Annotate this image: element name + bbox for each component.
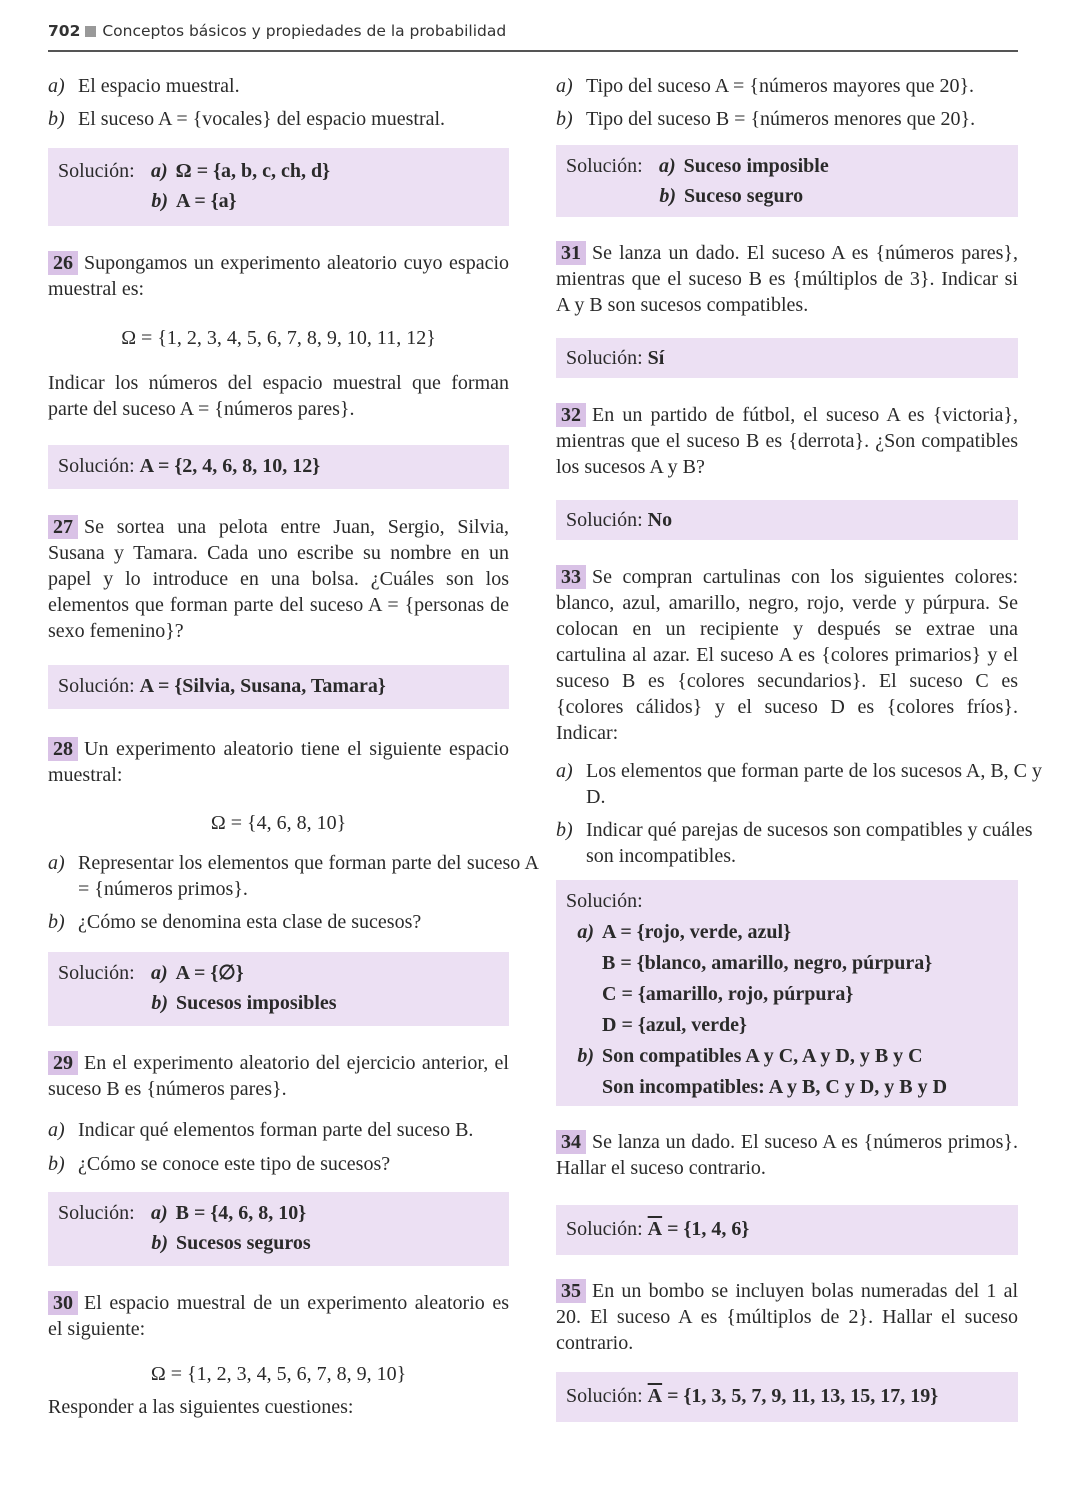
exercise-32: 32 En un partido de fútbol, el suceso A es {victoria}, mientras que el suceso B es {derrota}. ¿Son compatibles los sucesos A y B?: [556, 404, 1018, 478]
list-item: a) El espacio muestral.: [48, 75, 240, 97]
list-item: b) ¿Cómo se conoce este tipo de sucesos?: [48, 1153, 391, 1175]
solution-box: Solución: a) Suceso imposible b) Suceso seguro: [556, 145, 1018, 217]
exercise-number: 31: [556, 241, 586, 265]
solution-box: Solución: a) B = {4, 6, 8, 10} b) Sucesos seguros: [48, 1192, 509, 1266]
exercise-27: 27 Se sortea una pelota entre Juan, Sergio, Silvia, Susana y Tamara. Cada uno escribe su nombre en un papel y lo introduce en una bolsa. ¿Cuáles son los elementos que forman parte del suceso A = {personas de sexo femenino}?: [48, 516, 509, 642]
formula: Ω = {1, 2, 3, 4, 5, 6, 7, 8, 9, 10, 11, 12}: [121, 327, 436, 349]
exercise-number: 28: [48, 737, 78, 761]
complement-A: $\overline{A}$: [647, 1385, 663, 1407]
solution-box: Solución: a) A = {∅} b) Sucesos imposibles: [48, 952, 509, 1026]
list-item: a) Tipo del suceso A = {números mayores que 20}.: [556, 75, 975, 97]
solution-box: Solución: a) A = {rojo, verde, azul} B = {blanco, amarillo, negro, púrpura} C = {amarillo, rojo, púrpura} D = {azul, verde} b) Son compatibles A y C, A y D, y B y C Son incompatibles: A y B, C y D, y B y D: [556, 880, 1018, 1106]
exercise-text: Indicar los números del espacio muestral que forman parte del suceso A = {números pares}.: [48, 372, 509, 420]
exercise-number: 29: [48, 1051, 78, 1075]
chapter-title: Conceptos básicos y propiedades de la probabilidad: [102, 22, 507, 40]
exercise-number: 27: [48, 515, 78, 539]
exercise-31: 31 Se lanza un dado. El suceso A es {números pares}, mientras que el suceso B es {múltiplos de 3}. Indicar si A y B son sucesos compatibles.: [556, 242, 1018, 316]
solution-box: Solución: Sí: [556, 338, 1018, 378]
exercise-33: 33 Se compran cartulinas con los siguientes colores: blanco, azul, amarillo, negro, rojo, verde y púrpura. Se colocan en un recipiente y después se extrae una cartulina al azar. El suceso A es {colores primarios} y el suceso B es {colores secundarios}. El suceso C es {colores cálidos} y el suceso D es {colores fríos}. Indicar:: [556, 566, 1018, 744]
page-header: [48, 22, 1018, 52]
solution-box: Solución: A = {Silvia, Susana, Tamara}: [48, 665, 509, 709]
page-number: 702: [48, 22, 81, 40]
list-item: b) Indicar qué parejas de sucesos son compatibles y cuáles son incompatibles.: [556, 819, 1033, 867]
exercise-number: 34: [556, 1130, 586, 1154]
solution-box: Solución: $\overline{A} = \{1$, 4, 6}: [556, 1205, 1018, 1255]
exercise-29: 29 En el experimento aleatorio del ejercicio anterior, el suceso B es {números pares}.: [48, 1052, 509, 1100]
exercise-30: 30 El espacio muestral de un experimento aleatorio es el siguiente:: [48, 1292, 509, 1340]
exercise-text: Responder a las siguientes cuestiones:: [48, 1396, 354, 1418]
exercise-number: 32: [556, 403, 586, 427]
exercise-35: 35 En un bombo se incluyen bolas numeradas del 1 al 20. El suceso A es {múltiplos de 2}. Hallar el suceso contrario.: [556, 1280, 1018, 1354]
solution-box: Solución: a) Ω = {a, b, c, ch, d} b) A = {a}: [48, 148, 509, 226]
list-item: a) Indicar qué elementos forman parte del suceso B.: [48, 1119, 474, 1141]
complement-A: $\overline{A}$: [647, 1218, 663, 1240]
exercise-number: 30: [48, 1291, 78, 1315]
solution-box: Solución: No: [556, 500, 1018, 540]
formula: Ω = {1, 2, 3, 4, 5, 6, 7, 8, 9, 10}: [150, 1363, 407, 1385]
list-item: b) ¿Cómo se denomina esta clase de sucesos?: [48, 911, 422, 933]
solution-box: Solución: $\overline{A} = \{1$, 3, 5, 7, 9, 11, 13, 15, 17, 19}: [556, 1372, 1018, 1422]
list-item: a) Los elementos que forman parte de los sucesos A, B, C y D.: [556, 760, 1043, 808]
exercise-26: 26 Supongamos un experimento aleatorio cuyo espacio muestral es:: [48, 252, 509, 300]
exercise-28: 28 Un experimento aleatorio tiene el siguiente espacio muestral:: [48, 738, 509, 786]
exercise-number: 33: [556, 565, 586, 589]
formula: Ω = {4, 6, 8, 10}: [210, 812, 347, 834]
square-bullet-icon: [85, 26, 96, 37]
exercise-number: 35: [556, 1279, 586, 1303]
exercise-34: 34 Se lanza un dado. El suceso A es {números primos}. Hallar el suceso contrario.: [556, 1131, 1018, 1179]
list-item: b) El suceso A = {vocales} del espacio muestral.: [48, 108, 446, 130]
list-item: b) Tipo del suceso B = {números menores que 20}.: [556, 108, 976, 130]
exercise-number: 26: [48, 251, 78, 275]
list-item: a) Representar los elementos que forman parte del suceso A = {números primos}.: [48, 852, 539, 900]
solution-box: Solución: A = {2, 4, 6, 8, 10, 12}: [48, 445, 509, 489]
